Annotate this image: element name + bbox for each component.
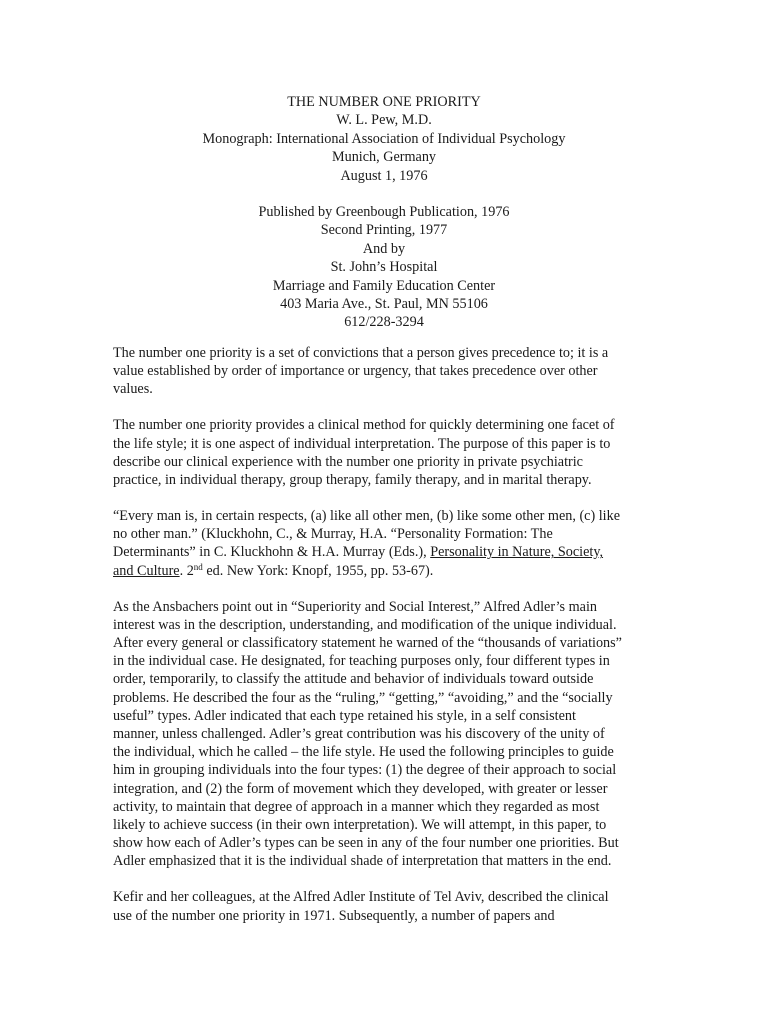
text-line: interest was in the description, understanding, and modification of the unique individual. [113,616,617,633]
second-printing-line: Second Printing, 1977 [320,222,448,239]
address-line: 403 Maria Ave., St. Paul, MN 55106 [280,296,488,313]
text-line: Kefir and her colleagues, at the Alfred Adler Institute of Tel Aviv, described the clinical [113,889,609,906]
author-line: W. L. Pew, M.D. [336,112,432,129]
text-line: manner, unless challenged. Adler’s great contribution was his discovery of the unity of [113,726,605,743]
text-line: the life style; it is one aspect of individual interpretation. The purpose of this paper is to [113,435,611,452]
book-title-part-2: and Culture [113,562,180,579]
text-line: After every general or classificatory statement he warned of the “thousands of variations” [113,635,622,652]
date-line: August 1, 1976 [340,167,428,184]
paragraph-purpose [113,416,658,489]
text-line: him in grouping individuals into the four types: (1) the degree of their approach to social [113,762,617,779]
paragraph-quote [113,507,658,580]
book-title-part-1: Personality in Nature, Society, [430,544,604,561]
text-line: the individual, which he called – the life style. He used the following principles to guide [113,744,614,761]
text-line: use of the number one priority in 1971. Subsequently, a number of papers and [113,907,555,924]
document-body [113,344,658,943]
text-line: show how each of Adler’s types can be seen in any of the four number one priorities. But [113,835,619,852]
document-title: THE NUMBER ONE PRIORITY [287,94,481,110]
text-line: Adler emphasized that it is the individual shade of interpretation that matters in the end. [113,853,612,870]
text-line: likely to achieve success (in their own interpretation). We will attempt, in this paper, to [113,817,607,834]
text-line: values. [113,381,153,398]
text-line: As the Ansbachers point out in “Superiority and Social Interest,” Alfred Adler’s main [113,598,597,615]
header-spacer [0,185,768,203]
center-line: Marriage and Family Education Center [272,277,496,294]
text-line: “Every man is, in certain respects, (a) like all other men, (b) like some other men, (c) like [113,508,621,525]
text-line: The number one priority is a set of convictions that a person gives precedence to; it is a [113,345,609,361]
phone-line: 612/228-3294 [344,314,424,331]
monograph-line: Monograph: International Association of Individual Psychology [202,130,566,147]
text-line: The number one priority provides a clinical method for quickly determining one facet of [113,417,615,434]
publisher-line: Published by Greenbough Publication, 1976 [258,204,510,221]
citation-text: Determinants” in C. Kluckhohn & H.A. Murray (Eds.), [113,544,431,561]
text-line: no other man.” (Kluckhohn, C., & Murray, H.A. “Personality Formation: The [113,526,553,543]
paragraph-kefir [113,888,658,924]
text-line: describe our clinical experience with the number one priority in private psychiatric [113,453,583,470]
publisher-citation: ed. New York: Knopf, 1955, pp. 53-67). [202,562,434,579]
text-line: order, temporarily, to classify the attitude and behavior of individuals toward outside [113,671,594,688]
hospital-line: St. John’s Hospital [330,259,438,276]
text-line [113,543,658,561]
text-line: practice, in individual therapy, group therapy, family therapy, and in marital therapy. [113,472,592,489]
edition-superscript: nd [193,561,203,572]
edition-text: . 2 [179,562,194,579]
text-line: value established by order of importance or urgency, that takes precedence over other [113,363,598,380]
text-line [113,562,658,580]
text-line: activity, to maintain that degree of approach in a manner which they regarded as most [113,798,600,815]
text-line: in the individual case. He designated, for teaching purposes only, four different types in [113,653,610,670]
text-line: integration, and (2) the form of movement which they developed, with greater or lesser [113,780,608,797]
and-by-line: And by [362,240,406,257]
text-line: useful” types. Adler indicated that each type retained his style, in a self consistent [113,707,576,724]
text-line: problems. He described the four as the “ruling,” “getting,” “avoiding,” and the “socially [113,689,613,706]
paragraph-definition [113,344,658,399]
paragraph-adler [113,598,658,871]
document-header [0,93,768,332]
location-line: Munich, Germany [331,149,437,166]
